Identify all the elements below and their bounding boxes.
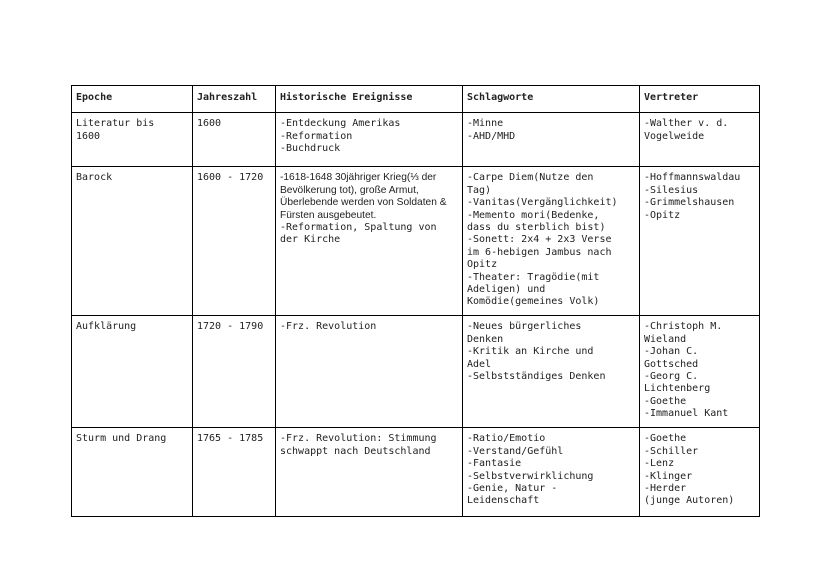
text-line: -Memento mori(Bedenke,: [467, 209, 600, 221]
text-line: -Georg C.: [644, 371, 699, 383]
text-line: der Kirche: [280, 234, 341, 246]
cell-epoche: [72, 167, 193, 316]
text-line: Lichtenberg: [644, 383, 711, 395]
text-line: -Kritik an Kirche und: [467, 346, 594, 358]
cell-vertreter: [640, 167, 760, 316]
text-line: -Reformation, Spaltung von: [280, 222, 437, 234]
cell-jahreszahl: [193, 113, 276, 167]
text-line: -Carpe Diem(Nutze den: [467, 172, 594, 184]
text-line: -Lenz: [644, 458, 675, 470]
cell-vertreter: [640, 113, 760, 167]
cell-ereignisse: [276, 316, 463, 428]
text-line: Vogelweide: [644, 130, 705, 142]
text-line: Barock: [76, 172, 113, 184]
header-row: [72, 86, 760, 113]
header-ereignisse: Historische Ereignisse: [276, 86, 463, 113]
text-line: -Verstand/Gefühl: [467, 445, 564, 457]
text-line: 1765 - 1785: [197, 433, 264, 445]
table-row: [72, 316, 760, 428]
text-line: -Minne: [467, 118, 504, 130]
text-line: -Immanuel Kant: [644, 408, 729, 420]
text-line: -Walther v. d.: [644, 118, 729, 130]
text-line: -Vanitas(Vergänglichkeit): [467, 197, 618, 209]
cell-ereignisse: [276, 167, 463, 316]
header-vertreter: Vertreter: [640, 86, 760, 113]
text-line: -Schiller: [644, 445, 699, 457]
text-line: -Herder: [644, 483, 687, 495]
text-line: -Ratio/Emotio: [467, 433, 546, 445]
header-jahreszahl: Jahreszahl: [193, 86, 276, 113]
text-line: -Grimmelshausen: [644, 197, 735, 209]
text-line: -Goethe: [644, 395, 687, 407]
cell-vertreter: [640, 428, 760, 517]
cell-ereignisse: [276, 113, 463, 167]
text-line: Leidenschaft: [467, 495, 540, 507]
text-line: Adel: [467, 358, 492, 370]
text-line: Denken: [467, 333, 504, 345]
text-line: Literatur bis: [76, 118, 155, 130]
text-line: Gottsched: [644, 358, 699, 370]
text-line: -Hoffmannswaldau: [644, 172, 741, 184]
cell-jahreszahl: [193, 167, 276, 316]
text-line: -Frz. Revolution: Stimmung: [280, 433, 437, 445]
text-line: Komödie(gemeines Volk): [467, 296, 600, 308]
text-line: -Sonett: 2x4 + 2x3 Verse: [467, 234, 612, 246]
text-line: -Goethe: [644, 433, 687, 445]
text-line: 1600: [197, 118, 222, 130]
cell-schlagworte: [463, 167, 640, 316]
table-row: [72, 113, 760, 167]
text-line: -Genie, Natur -: [467, 483, 558, 495]
text-line: schwappt nach Deutschland: [280, 445, 431, 457]
text-line: -Opitz: [644, 209, 681, 221]
text-line: Aufklärung: [76, 321, 137, 333]
text-line: -Selbstverwirklichung: [467, 470, 594, 482]
text-line: -Fantasie: [467, 458, 522, 470]
table-row: [72, 167, 760, 316]
text-line: -Johan C.: [644, 346, 699, 358]
epochen-table: [71, 85, 760, 517]
text-line: im 6-hebigen Jambus nach: [467, 246, 612, 258]
cell-jahreszahl: [193, 316, 276, 428]
text-line: Tag): [467, 184, 492, 196]
text-line: -Neues bürgerliches: [467, 321, 582, 333]
header-epoche: Epoche: [72, 86, 193, 113]
text-line: Sturm und Drang: [76, 433, 167, 445]
cell-ereignisse: [276, 428, 463, 517]
text-line: 1600: [76, 130, 101, 142]
text-line: Überlebende werden von Soldaten &: [280, 197, 447, 209]
cell-vertreter: [640, 316, 760, 428]
text-line: Fürsten ausgebeutet.: [280, 209, 377, 221]
text-line: -Buchdruck: [280, 143, 341, 155]
cell-schlagworte: [463, 428, 640, 517]
text-line: -Reformation: [280, 130, 353, 142]
text-line: Opitz: [467, 259, 498, 271]
text-line: Bevölkerung tot), große Armut,: [280, 184, 419, 196]
cell-epoche: [72, 113, 193, 167]
text-line: -Klinger: [644, 470, 693, 482]
table-row: [72, 428, 760, 517]
cell-epoche: [72, 428, 193, 517]
text-line: -Silesius: [644, 184, 699, 196]
text-line: -Entdeckung Amerikas: [280, 118, 401, 130]
cell-schlagworte: [463, 113, 640, 167]
text-line: dass du sterblich bist): [467, 222, 606, 234]
text-line: -Selbstständiges Denken: [467, 371, 606, 383]
text-line: -1618-1648 30jähriger Krieg(⅓ der: [280, 172, 437, 184]
text-line: Wieland: [644, 333, 687, 345]
header-schlagworte: Schlagworte: [463, 86, 640, 113]
cell-epoche: [72, 316, 193, 428]
text-line: Adeligen) und: [467, 284, 546, 296]
text-line: -Theater: Tragödie(mit: [467, 271, 600, 283]
cell-jahreszahl: [193, 428, 276, 517]
text-line: (junge Autoren): [644, 495, 735, 507]
cell-schlagworte: [463, 316, 640, 428]
text-line: -Christoph M.: [644, 321, 723, 333]
text-line: -AHD/MHD: [467, 130, 516, 142]
text-line: 1600 - 1720: [197, 172, 264, 184]
text-line: 1720 - 1790: [197, 321, 264, 333]
text-line: -Frz. Revolution: [280, 321, 377, 333]
